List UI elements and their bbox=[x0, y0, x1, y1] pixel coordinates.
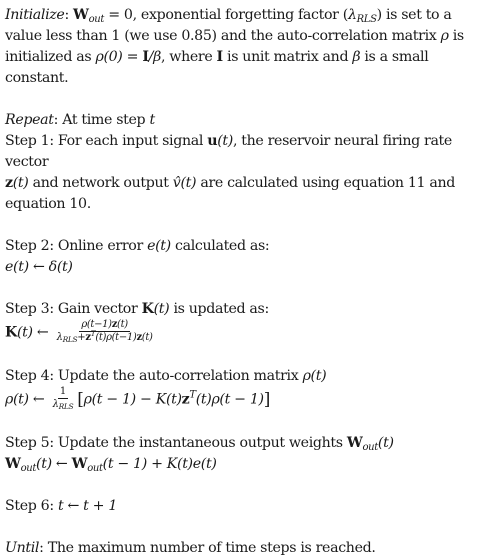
step4-title: Step 4: Update the auto-correlation matrix ρ(t) bbox=[5, 368, 327, 384]
step1-line-1: Step 1: For each input signal u(t), the reservoir neural firing rate vector bbox=[5, 133, 452, 170]
step2-title: Step 2: Online error e(t) calculated as: bbox=[5, 238, 270, 254]
step5-equation: $W_{out}(t)$ ← $W_{out}(t - 1) + K(t)e(t)$ bbox=[5, 456, 217, 474]
until-line: Until: The maximum number of time steps is reached. bbox=[5, 540, 376, 556]
initialize-line-3: initialized as ρ(0) = I/β, where I is unit matrix and β is a small bbox=[5, 49, 429, 65]
initialize-line-1: Initialize: $W_{out} = 0$, exponential forgetting factor $(\lambda_{RLS})$ is set to a bbox=[5, 7, 452, 25]
initialize-line-4: constant. bbox=[5, 70, 69, 86]
step3-equation: K(t) ← $\frac{\rho(t-1)z(t)}{\lambda_{RLS}+z^T(t)\rho(t-1)z(t)}$ bbox=[5, 319, 153, 344]
repeat-label: Repeat bbox=[5, 112, 54, 128]
initialize-label: Initialize bbox=[5, 7, 65, 23]
step3-title: Step 3: Gain vector K(t) is updated as: bbox=[5, 301, 269, 317]
initialize-line-2: value less than 1 (we use 0.85) and the auto-correlation matrix ρ is bbox=[5, 28, 464, 44]
gain-fraction bbox=[55, 319, 155, 344]
step2-equation: e(t) ← δ(t) bbox=[5, 259, 73, 275]
step4-equation: ρ(t) ← $\frac{1}{\lambda_{RLS}}$ $[\rho(t - 1) - K(t)z^T(t)\rho(t - 1)]$ bbox=[5, 386, 270, 411]
inverse-lambda-fraction: $\frac{1}{\lambda_{RLS}}$ bbox=[52, 386, 74, 411]
gain-denominator: $\lambda_{RLS}+z^T(t)\rho(t-1)z(t)$ bbox=[56, 329, 153, 344]
step5-title: Step 5: Update the instantaneous output weights $W_{out}(t)$ bbox=[5, 435, 394, 453]
repeat-line: Repeat: At time step t bbox=[5, 112, 155, 128]
until-label: Until bbox=[5, 540, 40, 556]
step6-line: Step 6: t ← t + 1 bbox=[5, 498, 118, 514]
step1-line-2: z(t) and network output v̂(t) are calculated using equation 11 and bbox=[5, 175, 456, 191]
gain-numerator: ρ(t−1)z(t) bbox=[81, 319, 128, 330]
step1-line-3: equation 10. bbox=[5, 196, 91, 212]
